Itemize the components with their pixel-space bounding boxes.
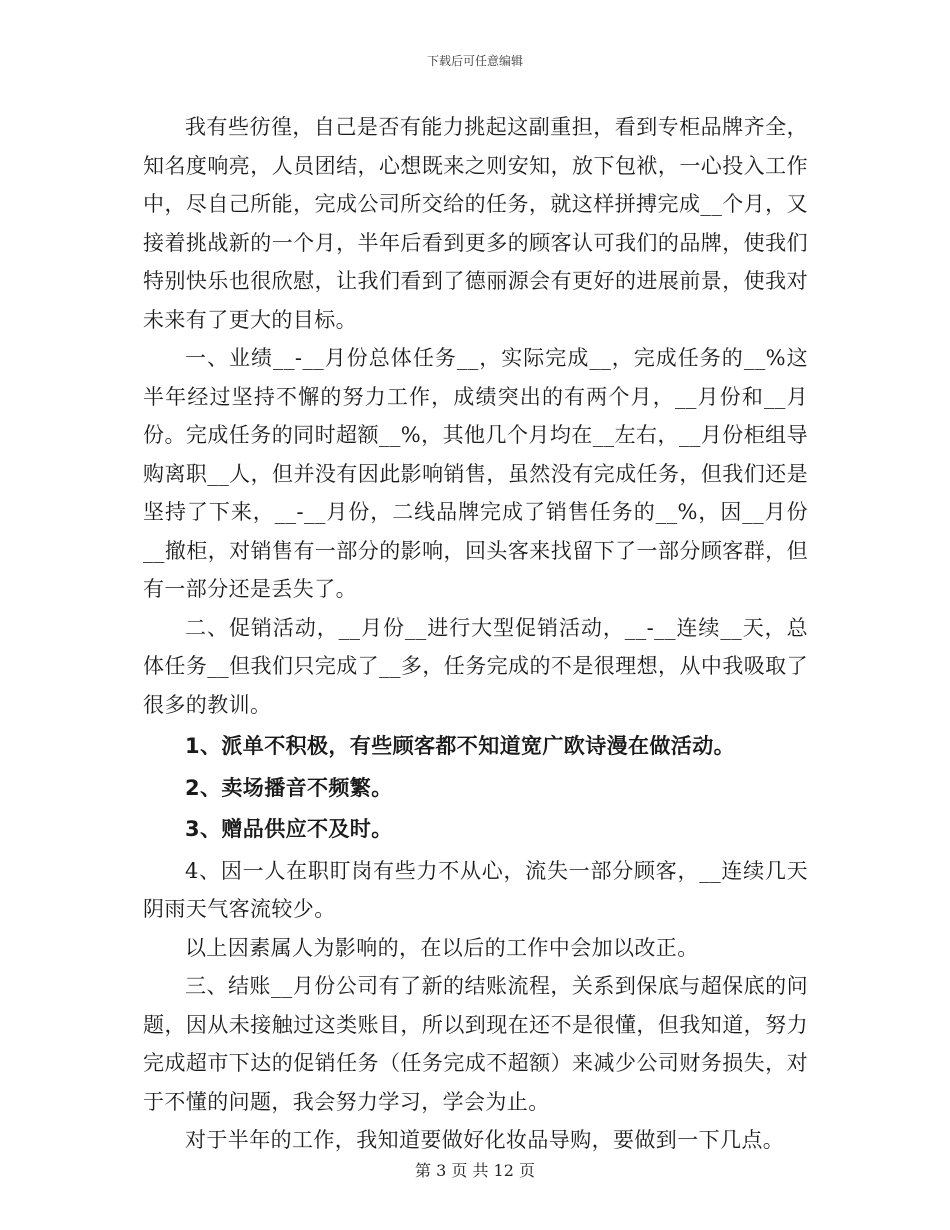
paragraph-correction: 以上因素属人为影响的，在以后的工作中会加以改正。 xyxy=(185,935,699,960)
paragraph-conclusion: 对于半年的工作，我知道要做好化妆品导购，要做到一下几点。 xyxy=(185,1128,785,1152)
paragraph-promotion: 二、促销活动，__月份__进行大型促销活动，__-__连续__天，总体任务__但我们只完成了__多，任务完成的不是很理想，从中我吸取了很多的教训。 xyxy=(143,615,808,717)
page-number: 第 3 页 共 12 页 xyxy=(415,1161,535,1180)
list-item-broadcast: 2、卖场播音不频繁。 xyxy=(185,775,393,800)
paragraph-performance: 一、业绩__-__月份总体任务__，实际完成__，完成任务的__%这半年经过坚持不懈的努力工作，成绩突出的有两个月，__月份和__月份。完成任务的同时超额__%，其他几个月均在__左右，__月份柜组导购离职__人，但并没有因此影响销售，虽然没有完成任务，但我们还是坚持了下来，__-__月份，二线品牌完成了销售任务的__%，因__月份__撤柜，对销售有一部分的影响，回头客来找留下了一部分顾客群，但有一部分还是丢失了。 xyxy=(143,346,808,601)
document-body xyxy=(143,108,808,1160)
list-item-leaflets: 1、派单不积极，有些顾客都不知道宽广欧诗漫在做活动。 xyxy=(185,734,736,758)
paragraph-intro: 我有些彷徨，自己是否有能力挑起这副重担，看到专柜品牌齐全，知名度响亮，人员团结，心想既来之则安知，放下包袱，一心投入工作中，尽自己所能，完成公司所交给的任务，就这样拼搏完成__个月，又接着挑战新的一个月，半年后看到更多的顾客认可我们的品牌，使我们特别快乐也很欣慰，让我们看到了德丽源会有更好的进展前景，使我对未来有了更大的目标。 xyxy=(143,115,808,332)
paragraph-settlement: 三、结账__月份公司有了新的结账流程，关系到保底与超保底的问题，因从未接触过这类账目，所以到现在还不是很懂，但我知道，努力完成超市下达的促销任务（任务完成不超额）来减少公司财务损失，对于不懂的问题，我会努力学习，学会为止。 xyxy=(143,974,808,1114)
list-item-staffing: 4、因一人在职盯岗有些力不从心，流失一部分顾客，__连续几天阴雨天气客流较少。 xyxy=(143,858,808,921)
list-item-gifts: 3、赠品供应不及时。 xyxy=(185,817,393,841)
page-header: 下载后可任意编辑 xyxy=(426,54,523,68)
